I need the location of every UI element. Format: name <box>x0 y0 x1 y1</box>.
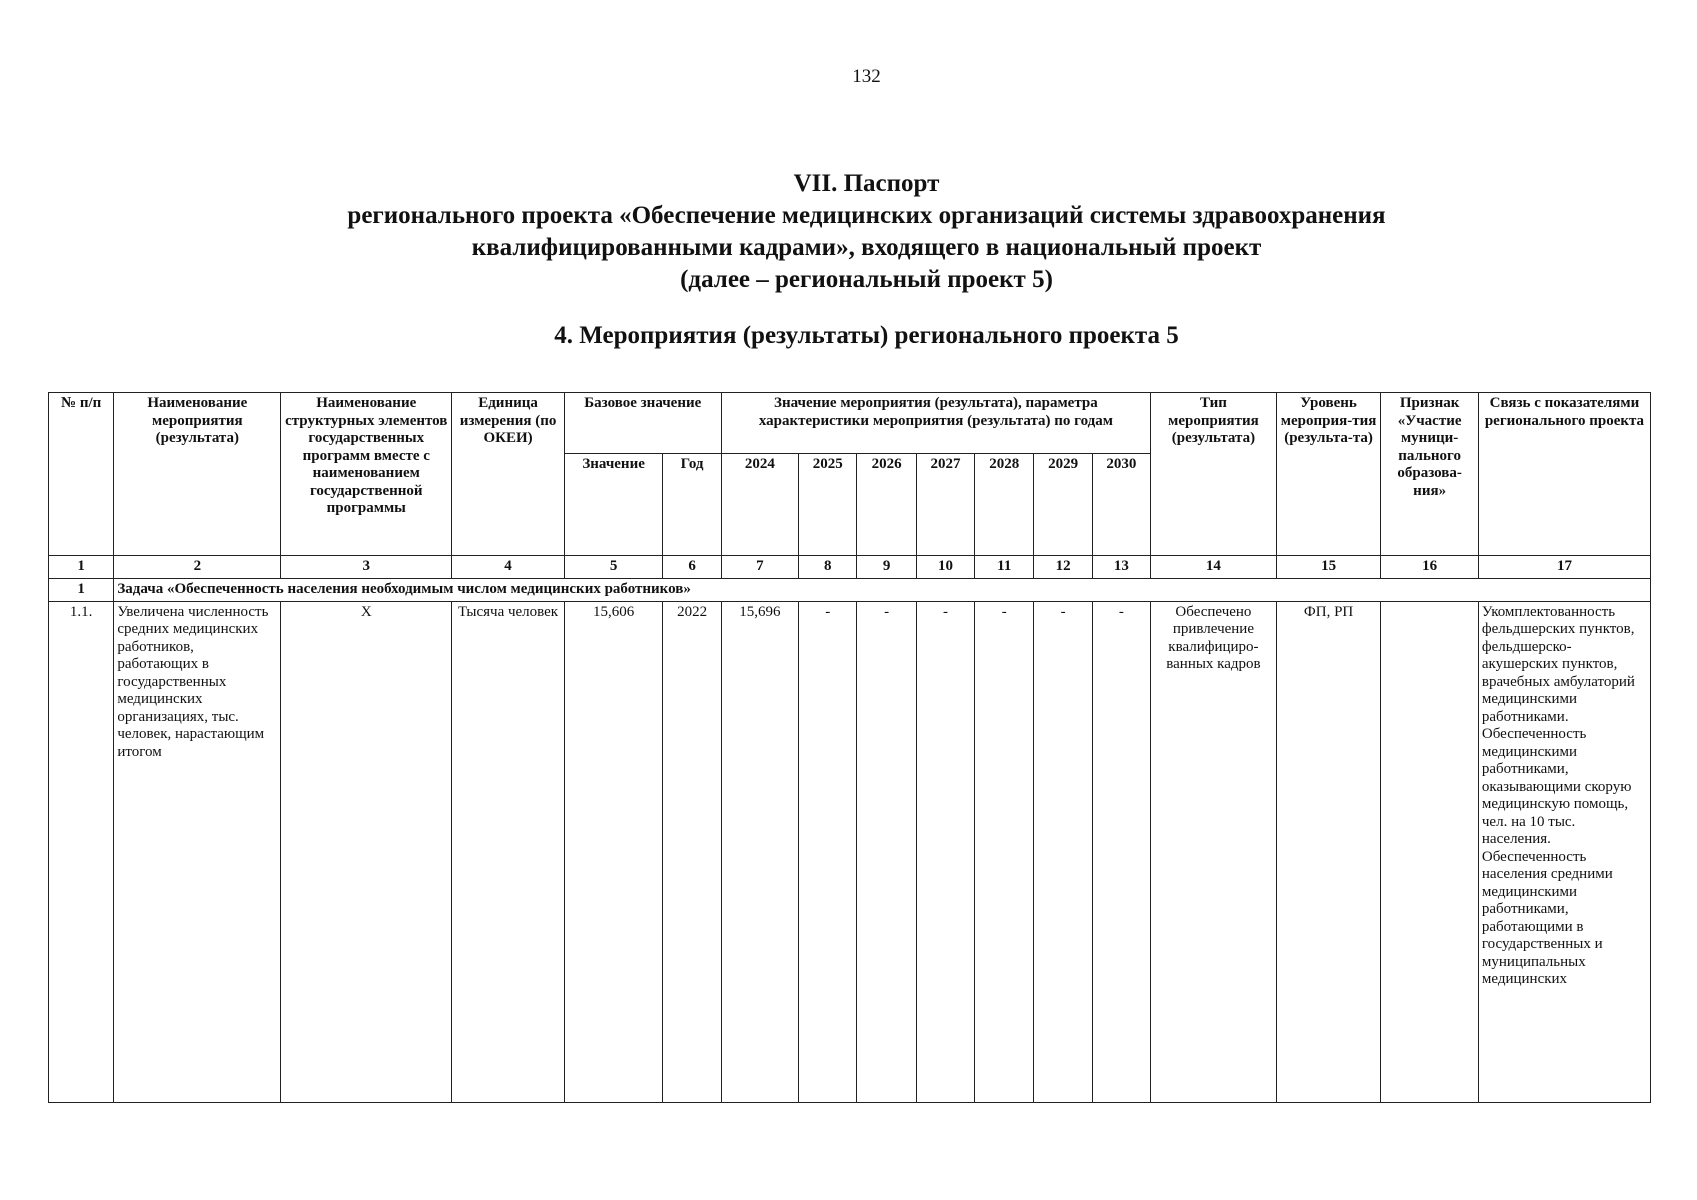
column-number: 7 <box>721 556 798 579</box>
row-base-value: 15,606 <box>564 601 663 1102</box>
column-number: 9 <box>857 556 916 579</box>
header-unit: Единица измерения (по ОКЕИ) <box>452 393 565 556</box>
row-value-2024: 15,696 <box>721 601 798 1102</box>
column-number: 3 <box>281 556 452 579</box>
header-level: Уровень мероприя-тия (результа-та) <box>1276 393 1381 556</box>
title-line-1: VII. Паспорт <box>793 170 940 197</box>
column-number: 14 <box>1151 556 1277 579</box>
header-municipal: Признак «Участие муници-пального образова-ния» <box>1381 393 1479 556</box>
row-level: ФП, РП <box>1276 601 1381 1102</box>
header-row-1 <box>49 393 1651 454</box>
column-number: 2 <box>114 556 281 579</box>
header-year-2030: 2030 <box>1092 454 1150 556</box>
row-value-2028: - <box>975 601 1034 1102</box>
row-value-2030: - <box>1092 601 1150 1102</box>
title-line-3: квалифицированными кадрами», входящего в национальный проект <box>471 234 1262 261</box>
header-year-2026: 2026 <box>857 454 916 556</box>
task-number: 1 <box>49 579 114 602</box>
header-type: Тип мероприятия (результата) <box>1151 393 1277 556</box>
header-base: Базовое значение <box>564 393 721 454</box>
column-number: 10 <box>916 556 974 579</box>
column-number: 11 <box>975 556 1034 579</box>
table-row <box>49 601 1651 1102</box>
title-line-2: регионального проекта «Обеспечение медицинских организаций системы здравоохранения <box>347 202 1386 229</box>
header-year-2029: 2029 <box>1034 454 1092 556</box>
column-number: 15 <box>1276 556 1381 579</box>
header-num: № п/п <box>49 393 114 556</box>
row-municipal <box>1381 601 1479 1102</box>
column-number: 12 <box>1034 556 1092 579</box>
row-value-2026: - <box>857 601 916 1102</box>
results-table <box>48 392 1651 1103</box>
header-base-year: Год <box>663 454 721 556</box>
header-year-2024: 2024 <box>721 454 798 556</box>
column-number: 13 <box>1092 556 1150 579</box>
task-row <box>49 579 1651 602</box>
header-year-2027: 2027 <box>916 454 974 556</box>
column-number: 1 <box>49 556 114 579</box>
row-value-2029: - <box>1034 601 1092 1102</box>
column-number: 17 <box>1478 556 1650 579</box>
row-number: 1.1. <box>49 601 114 1102</box>
row-name: Увеличена численность средних медицинских работников, работающих в государственных медицинских организациях, тыс. человек, нарастающим итогом <box>114 601 281 1102</box>
column-number-row <box>49 556 1651 579</box>
row-unit: Тысяча человек <box>452 601 565 1102</box>
header-values-by-year: Значение мероприятия (результата), параметра характеристики мероприятия (результата) по годам <box>721 393 1150 454</box>
header-base-value: Значение <box>564 454 663 556</box>
header-name: Наименование мероприятия (результата) <box>114 393 281 556</box>
header-year-2028: 2028 <box>975 454 1034 556</box>
column-number: 8 <box>799 556 857 579</box>
column-number: 5 <box>564 556 663 579</box>
row-value-2027: - <box>916 601 974 1102</box>
task-text: Задача «Обеспеченность населения необходимым числом медицинских работников» <box>114 579 1651 602</box>
row-base-year: 2022 <box>663 601 721 1102</box>
row-type: Обеспечено привлечение квалифициро-ванных кадров <box>1151 601 1277 1102</box>
column-number: 16 <box>1381 556 1479 579</box>
header-struct: Наименование структурных элементов государственных программ вместе с наименованием государственной программы <box>281 393 452 556</box>
column-number: 4 <box>452 556 565 579</box>
section-title: 4. Мероприятия (результаты) регионального проекта 5 <box>554 322 1179 349</box>
row-link: Укомплектованность фельдшерских пунктов, фельдшерско-акушерских пунктов, врачебных амбулаторий медицинскими работниками. Обеспеченность медицинскими работниками, оказывающими скорую медицинскую помощь, чел. на 10 тыс. населения. Обеспеченность населения средними медицинскими работниками, работающими в государственных и муниципальных медицинских <box>1478 601 1650 1102</box>
header-year-2025: 2025 <box>799 454 857 556</box>
document-title <box>0 168 1697 296</box>
row-struct: Х <box>281 601 452 1102</box>
row-value-2025: - <box>799 601 857 1102</box>
title-line-4: (далее – региональный проект 5) <box>680 266 1053 293</box>
header-link: Связь с показателями регионального проекта <box>1478 393 1650 556</box>
page-number: 132 <box>852 66 881 87</box>
column-number: 6 <box>663 556 721 579</box>
